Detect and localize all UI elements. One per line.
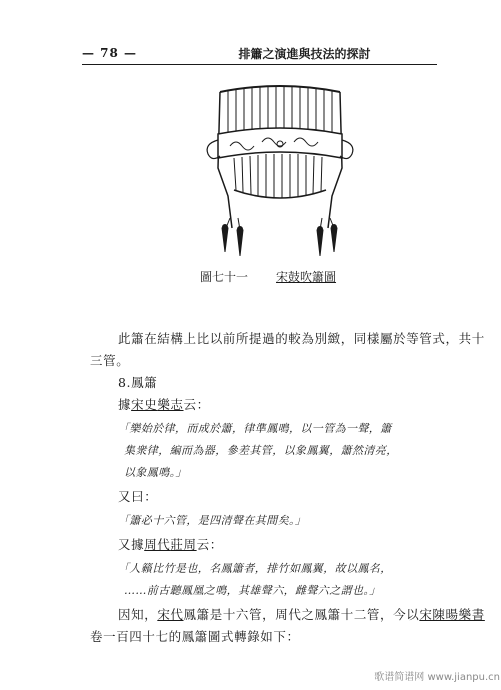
quote-1-line-2: 集衆律，編而為器，參差其管，以象鳳翼，簫然清亮，	[124, 444, 398, 457]
site-watermark: 歌谱简谱网 www.jianpu.cn	[374, 672, 500, 683]
figure-title: 宋鼓吹簫圖	[276, 270, 337, 284]
citation-3-lead: 又據	[118, 537, 145, 552]
paragraph-2-lead: 因知，	[118, 607, 158, 622]
citation-1-lead: 據	[118, 397, 132, 412]
quote-1-line-1: 「樂始於律，而成於簫，律準鳳鳴，以一管為一聲，簫	[118, 422, 392, 435]
quote-1-line-3: 以象鳳鳴。」	[124, 466, 187, 479]
section-heading: 8.鳳簫	[118, 375, 158, 390]
paragraph-1-line-1: 此簫在結構上比以前所提過的較為別緻，同樣屬於等管式，共十	[118, 331, 485, 346]
paragraph-2-mid: 鳳簫是十六管，周代之鳳簫十二管，今以	[183, 607, 420, 622]
citation-1-source: 宋史	[131, 397, 158, 412]
running-title: 排簫之演進與技法的探討	[238, 46, 371, 61]
citation-1-tail: 云：	[183, 397, 210, 412]
citation-1	[118, 396, 210, 414]
citation-3-book: 莊周	[170, 537, 197, 552]
paragraph-2	[118, 606, 485, 624]
citation-3-dynasty: 周代	[144, 537, 171, 552]
xiao-illustration	[190, 78, 370, 268]
paragraph-1-line-2: 三管。	[90, 353, 130, 368]
citation-3-tail: 云：	[196, 537, 223, 552]
citation-3	[118, 536, 223, 554]
citation-1-book: 樂志	[157, 397, 184, 412]
paragraph-2-dynasty: 宋代	[157, 607, 184, 622]
quote-3-line-2: ……前古聽鳳凰之鳴，其雄聲六，雌聲六之謂也。」	[124, 584, 381, 597]
page-number: — 78 —	[82, 46, 138, 60]
figure-label: 圖七十一	[200, 270, 249, 284]
paragraph-2-book: 宋陳暘樂書	[419, 607, 485, 622]
quote-2: 「簫必十六管，是四清聲在其間矣。」	[118, 514, 307, 527]
drum-flute-xiao-illustration-icon	[190, 78, 370, 268]
quote-3-line-1: 「人籟比竹是也，名鳳簫者，排竹如鳳翼，故以鳳名，	[118, 562, 392, 575]
figure-caption	[200, 268, 400, 286]
header-rule	[82, 64, 437, 65]
citation-2: 又曰：	[118, 489, 158, 504]
paragraph-3: 卷一百四十七的鳳簫圖式轉錄如下：	[90, 629, 300, 644]
running-header	[82, 42, 437, 64]
